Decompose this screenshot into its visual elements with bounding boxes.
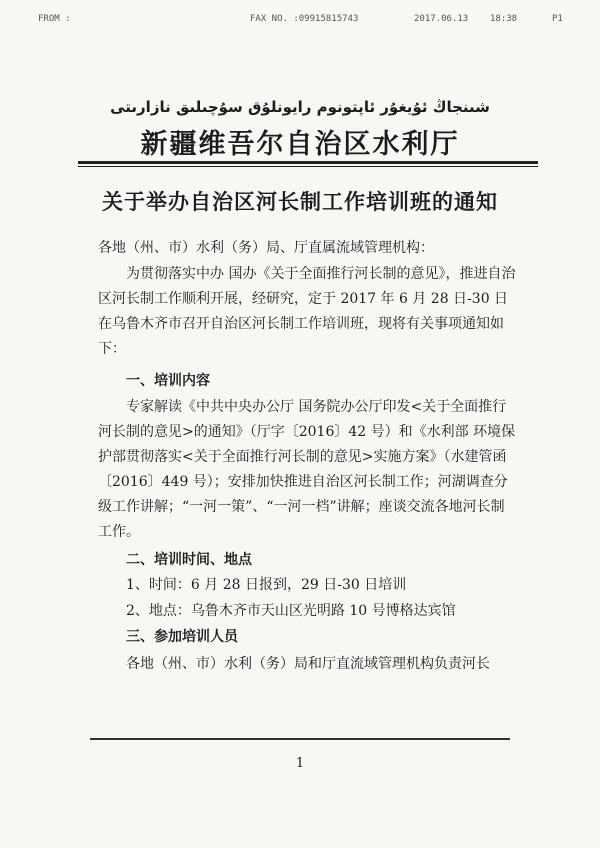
intro-paragraph: 为贯彻落实中办 国办《关于全面推行河长制的意见》，推进自治区河长制工作顺利开展，经研究，定于 2017 年 6 月 28 日-30 日在乌鲁木齐市召开自治区河长制工作培训班，现将有关事项通知如下：	[98, 266, 516, 357]
section3-heading: 三、参加培训人员	[126, 629, 238, 645]
section2-item-time: 1、时间：6 月 28 日报到，29 日-30 日培训	[126, 577, 407, 593]
section1-paragraph: 专家解读《中共中央办公厅 国务院办公厅印发<关于全面推行河长制的意见>的通知》（厅字〔2016〕42 号）和《水利部 环境保护部贯彻落实<关于全面推行河长制的意见>实施方案》（水建管函〔2016〕449 号）；安排加快推进自治区河长制工作；河湖调查分级工作讲解；“一河一策”、“一河一档”讲解；座谈交流各地河长制工作。	[98, 399, 516, 540]
fax-number: FAX NO. :09915815743	[250, 14, 359, 24]
letterhead-chinese: 新疆维吾尔自治区水利厅	[140, 129, 460, 160]
section2-heading: 二、培训时间、地点	[126, 552, 252, 568]
fax-date: 2017.06.13	[414, 14, 469, 24]
letterhead-rule-thin	[78, 166, 538, 167]
letterhead-uyghur: شىنجاڭ ئۇيغۇر ئاپتونوم رايونلۇق سۇچىلىق نازارىتى	[110, 98, 490, 116]
addressee: 各地（州、市）水利（务）局、厅直属流域管理机构：	[98, 240, 434, 256]
fax-header	[14, 14, 570, 28]
fax-time: 18:38	[490, 14, 518, 24]
section2-item-location: 2、地点：乌鲁木齐市天山区光明路 10 号博格达宾馆	[126, 603, 456, 619]
page-number: 1	[295, 756, 305, 771]
document-title: 关于举办自治区河长制工作培训班的通知	[102, 189, 498, 214]
footer-rule	[90, 738, 510, 740]
section1-heading: 一、培训内容	[126, 373, 210, 389]
fax-from: FROM :	[38, 14, 71, 24]
fax-page: P1	[552, 14, 563, 24]
letterhead-rule-thick	[78, 161, 538, 164]
section3-paragraph: 各地（州、市）水利（务）局和厅直流域管理机构负责河长	[126, 656, 490, 672]
